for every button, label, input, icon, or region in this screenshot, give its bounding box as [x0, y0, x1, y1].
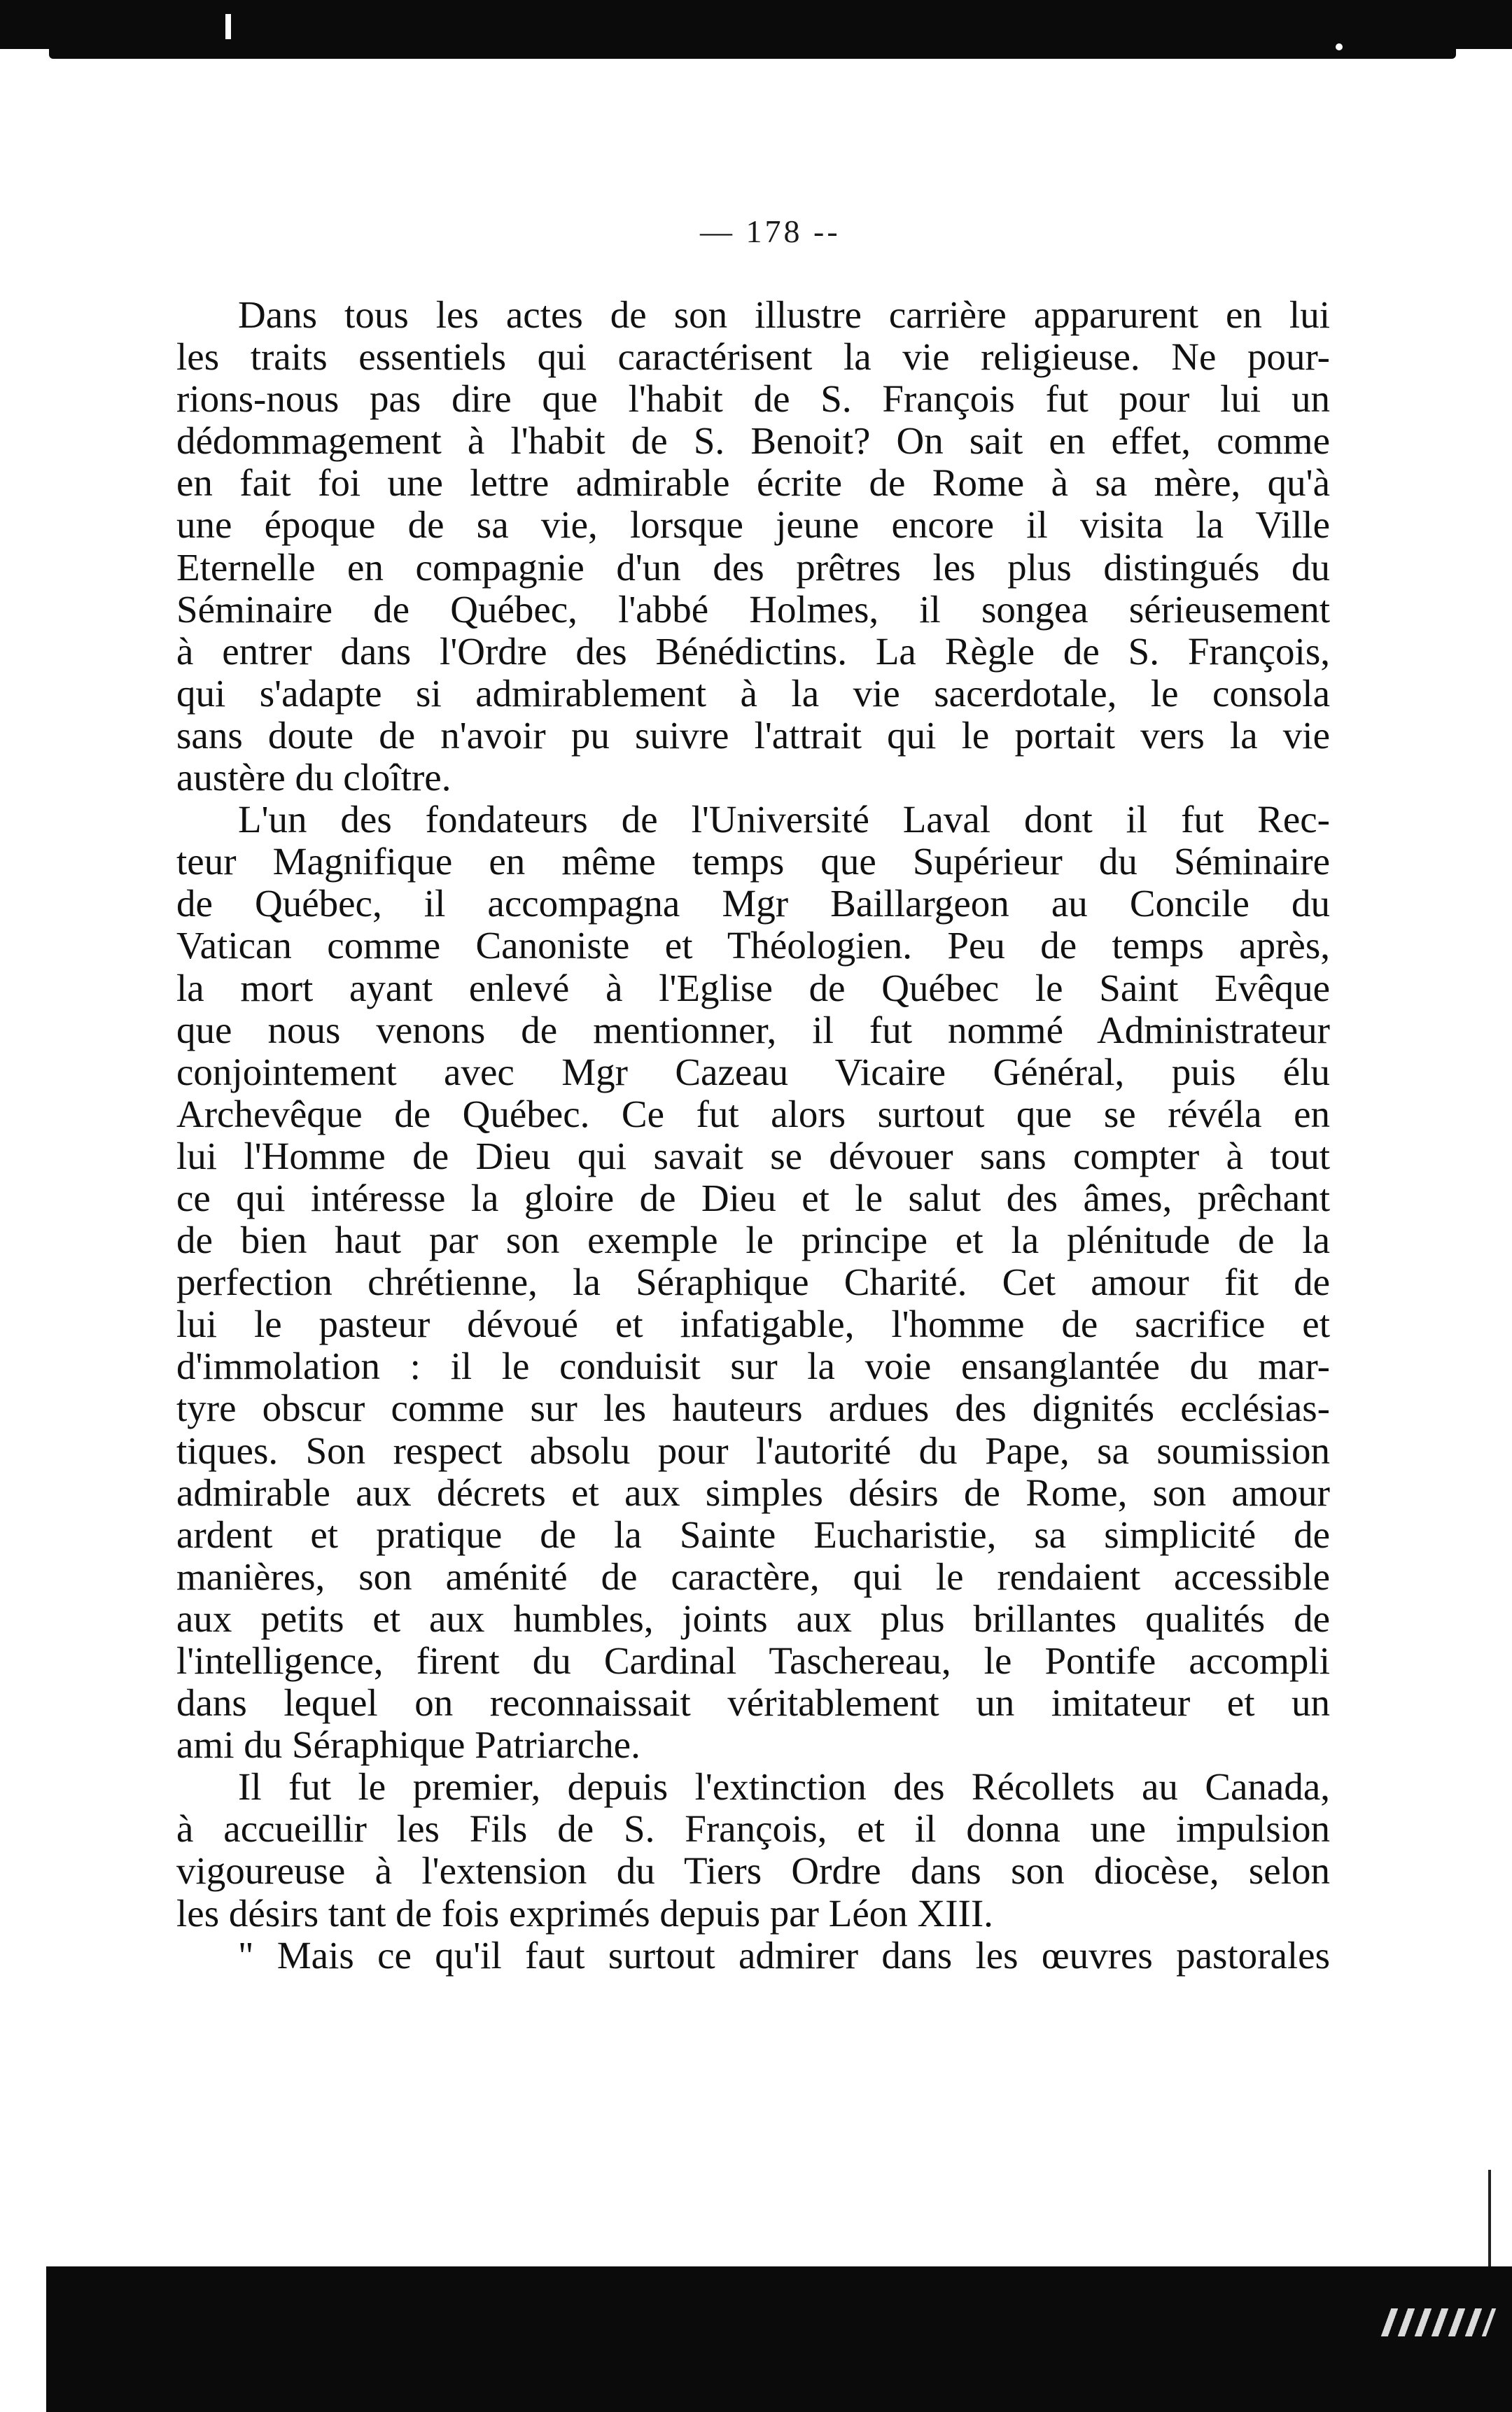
- text-line: Il fut le premier, depuis l'extinction des Récollets au Canada,: [238, 1765, 1330, 1809]
- text-line: à entrer dans l'Ordre des Bénédictins. La Règle de S. François,: [176, 629, 1330, 673]
- text-line: conjointement avec Mgr Cazeau Vicaire Général, puis élu: [176, 1050, 1330, 1093]
- text-line: rions-nous pas dire que l'habit de S. François fut pour lui un: [176, 377, 1330, 421]
- text-line: vigoureuse à l'extension du Tiers Ordre dans son diocèse, selon: [176, 1849, 1330, 1893]
- text-body: [176, 294, 1330, 1977]
- paragraph-4: [176, 1935, 1330, 1977]
- text-line: que nous venons de mentionner, il fut nommé Administrateur: [176, 1008, 1330, 1051]
- scan-top-border: [0, 0, 1512, 49]
- text-line: " Mais ce qu'il faut surtout admirer dans les œuvres pastorales: [238, 1933, 1330, 1977]
- text-line: manières, son aménité de caractère, qui le rendaient accessible: [176, 1555, 1330, 1598]
- text-line: à accueillir les Fils de S. François, et il donna une impulsion: [176, 1807, 1330, 1851]
- text-line: perfection chrétienne, la Séraphique Charité. Cet amour fit de: [176, 1261, 1330, 1304]
- paragraph-2: [176, 799, 1330, 1766]
- text-line: dans lequel on reconnaissait véritablement un imitateur et un: [176, 1681, 1330, 1725]
- text-line: la mort ayant enlevé à l'Eglise de Québec le Saint Evêque: [176, 966, 1330, 1009]
- text-line: Archevêque de Québec. Ce fut alors surtout que se révéla en: [176, 1092, 1330, 1135]
- text-line: ardent et pratique de la Sainte Eucharistie, sa simplicité de: [176, 1513, 1330, 1556]
- text-line: ami du Séraphique Patriarche.: [176, 1723, 640, 1767]
- text-line: dédommagement à l'habit de S. Benoit? On sait en effet, comme: [176, 419, 1330, 463]
- text-line: Séminaire de Québec, l'abbé Holmes, il songea sérieusement: [176, 587, 1330, 631]
- scan-mark: [1336, 43, 1343, 50]
- paragraph-3: [176, 1766, 1330, 1934]
- scan-mark: [225, 14, 231, 39]
- text-line: tyre obscur comme sur les hauteurs ardues des dignités ecclésias-: [176, 1387, 1330, 1430]
- text-line: ce qui intéresse la gloire de Dieu et le salut des âmes, prêchant: [176, 1176, 1330, 1219]
- scan-artifact: [1381, 2308, 1497, 2336]
- text-line: admirable aux décrets et aux simples désirs de Rome, son amour: [176, 1471, 1330, 1514]
- text-line: lui le pasteur dévoué et infatigable, l'homme de sacrifice et: [176, 1303, 1330, 1346]
- text-line: l'intelligence, firent du Cardinal Taschereau, le Pontife accompli: [176, 1639, 1330, 1682]
- text-line: tiques. Son respect absolu pour l'autorité du Pape, sa soumission: [176, 1429, 1330, 1472]
- scan-top-edge: [49, 31, 1456, 59]
- text-line: d'immolation : il le conduisit sur la voie ensanglantée du mar-: [176, 1345, 1330, 1388]
- paragraph-1: [176, 294, 1330, 799]
- page-number: — 178 --: [700, 213, 841, 249]
- text-line: de bien haut par son exemple le principe et la plénitude de la: [176, 1219, 1330, 1262]
- scan-bottom-border: [46, 2266, 1512, 2412]
- text-line: de Québec, il accompagna Mgr Baillargeon au Concile du: [176, 882, 1330, 925]
- text-line: Vatican comme Canoniste et Théologien. Peu de temps après,: [176, 924, 1330, 967]
- text-line: Dans tous les actes de son illustre carrière apparurent en lui: [238, 293, 1330, 336]
- text-line: les traits essentiels qui caractérisent la vie religieuse. Ne pour-: [176, 335, 1330, 379]
- text-line: aux petits et aux humbles, joints aux plus brillantes qualités de: [176, 1597, 1330, 1640]
- text-line: L'un des fondateurs de l'Université Laval dont il fut Rec-: [238, 798, 1330, 841]
- text-line: les désirs tant de fois exprimés depuis par Léon XIII.: [176, 1891, 993, 1935]
- text-line: austère du cloître.: [176, 756, 451, 799]
- scan-edge-mark: [1488, 2170, 1491, 2275]
- text-line: lui l'Homme de Dieu qui savait se dévouer sans compter à tout: [176, 1134, 1330, 1177]
- text-line: une époque de sa vie, lorsque jeune encore il visita la Ville: [176, 503, 1330, 547]
- text-line: Eternelle en compagnie d'un des prêtres les plus distingués du: [176, 545, 1330, 589]
- text-line: qui s'adapte si admirablement à la vie sacerdotale, le consola: [176, 671, 1330, 715]
- text-line: teur Magnifique en même temps que Supérieur du Séminaire: [176, 840, 1330, 883]
- text-line: en fait foi une lettre admirable écrite de Rome à sa mère, qu'à: [176, 461, 1330, 505]
- text-line: sans doute de n'avoir pu suivre l'attrait qui le portait vers la vie: [176, 713, 1330, 757]
